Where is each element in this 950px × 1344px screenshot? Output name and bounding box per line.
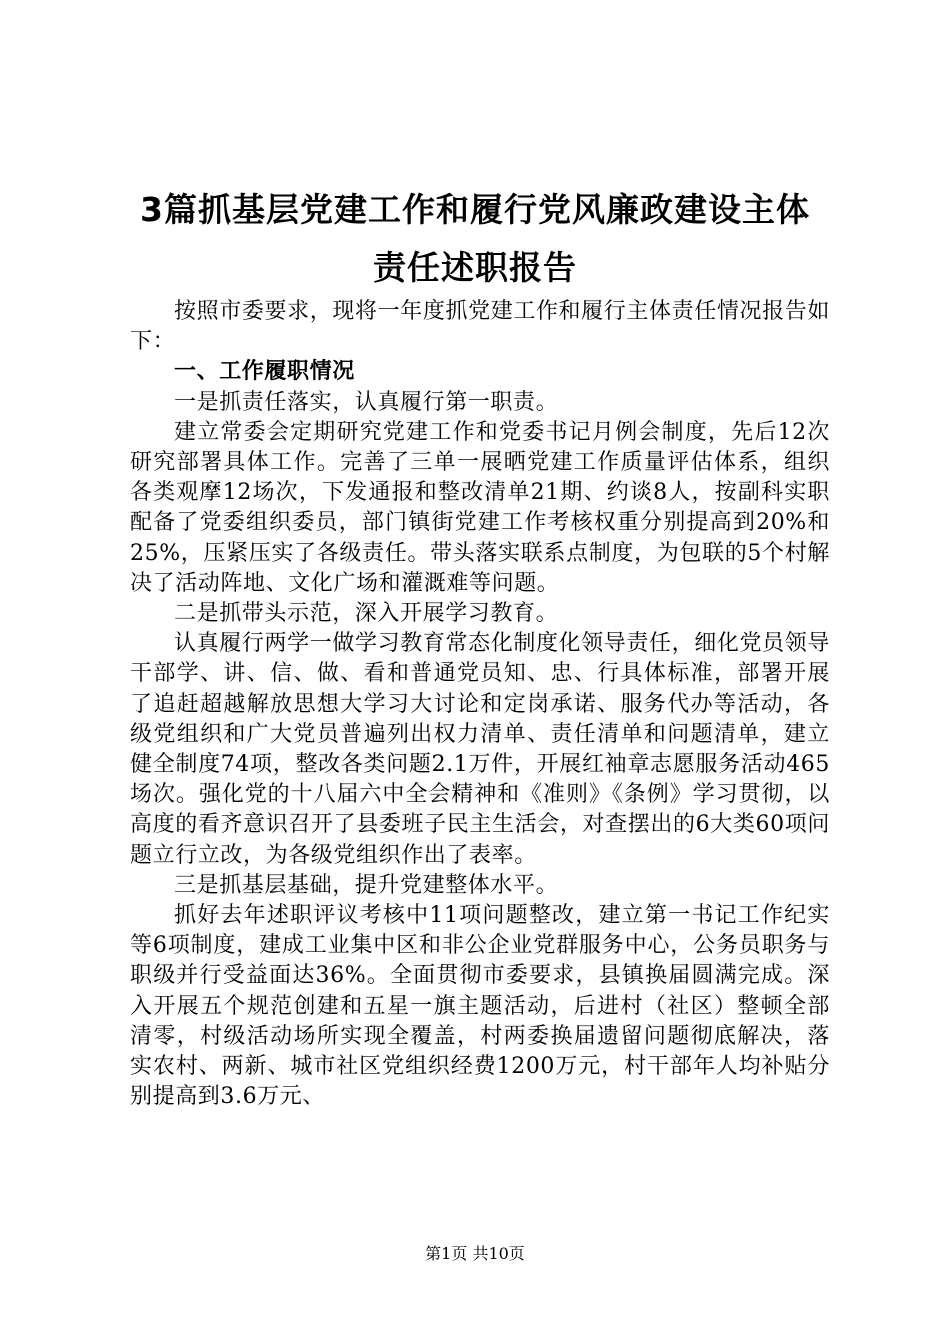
body-paragraph-1: 建立常委会定期研究党建工作和党委书记月例会制度，先后12次研究部署具体工作。完善了三单一展晒党建工作质量评估体系，组织各类观摩12场次，下发通报和整改清单21期、约谈8人，按副科实职配备了党委组织委员，部门镇街党建工作考核权重分别提高到20%和25%，压紧压实了各级责任。带头落实联系点制度，为包联的5个村解决了活动阵地、文化广场和灌溉难等问题。 <box>130 419 830 596</box>
document-body <box>130 297 830 1112</box>
document-title-line-1: 3篇抓基层党建工作和履行党风廉政建设主体 <box>140 190 810 229</box>
document-title-line-2: 责任述职报告 <box>373 248 577 287</box>
section-heading: 一、工作履职情况 <box>174 359 355 385</box>
intro-paragraph: 按照市委要求，现将一年度抓党建工作和履行主体责任情况报告如下： <box>130 299 830 355</box>
body-paragraph-3: 抓好去年述职评议考核中11项问题整改，建立第一书记工作纪实等6项制度，建成工业集中区和非公企业党群服务中心，公务员职务与职级并行受益面达36%。全面贯彻市委要求，县镇换届圆满完成。深入开展五个规范创建和五星一旗主题活动，后进村（社区）整顿全部清零，村级活动场所实现全覆盖，村两委换届遗留问题彻底解决，落实农村、两新、城市社区党组织经费1200万元，村干部年人均补贴分别提高到3.6万元、 <box>130 903 830 1110</box>
page-footer: 第1页 共10页 <box>425 1244 525 1263</box>
subheading-3: 三是抓基层基础，提升党建整体水平。 <box>174 872 559 898</box>
subheading-1: 一是抓责任落实，认真履行第一职责。 <box>174 389 559 415</box>
body-paragraph-2: 认真履行两学一做学习教育常态化制度化领导责任，细化党员领导干部学、讲、信、做、看和普通党员知、忠、行具体标准，部署开展了追赶超越解放思想大学习大讨论和定岗承诺、服务代办等活动，各级党组织和广大党员普遍列出权力清单、责任清单和问题清单，建立健全制度74项，整改各类问题2.1万件，开展红袖章志愿服务活动465场次。强化党的十八届六中全会精神和《准则》《条例》学习贯彻，以高度的看齐意识召开了县委班子民主生活会，对查摆出的6大类60项问题立行立改，为各级党组织作出了表率。 <box>130 631 830 868</box>
subheading-2: 二是抓带头示范，深入开展学习教育。 <box>174 601 559 627</box>
